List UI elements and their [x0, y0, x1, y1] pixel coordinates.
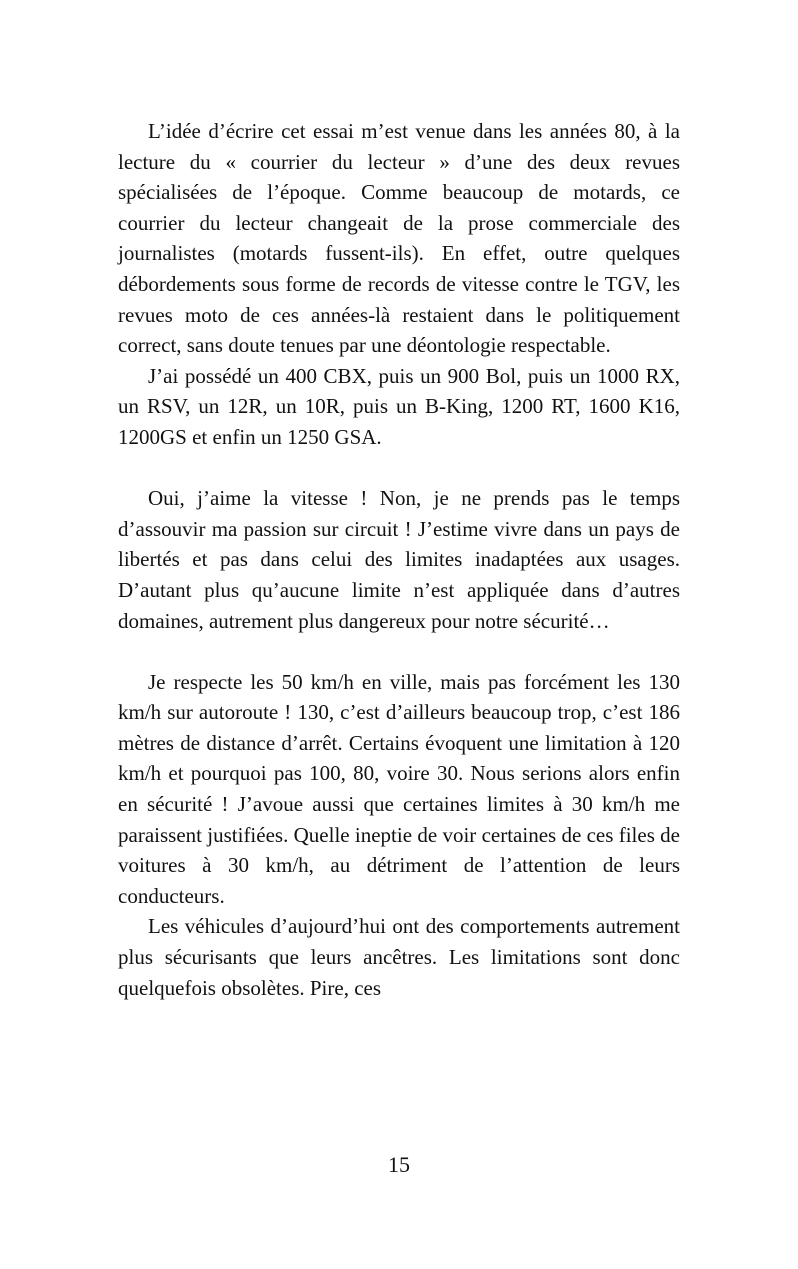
paragraph-spacer — [118, 636, 680, 667]
paragraph-2: J’ai possédé un 400 CBX, puis un 900 Bol, puis un 1000 RX, un RSV, un 12R, un 10R, puis un B-King, 1200 RT, 1600 K16, 1200GS et enfin un 1250 GSA. — [118, 363, 680, 449]
paragraph-spacer — [118, 453, 680, 484]
paragraph-4: Je respecte les 50 km/h en ville, mais pas forcément les 130 km/h sur autoroute ! 130, c’est d’ailleurs beaucoup trop, c’est 186 mètres de distance d’arrêt. Certains évoquent une limitation à 120 km/h et pourquoi pas 100, 80, voire 30. Nous serions alors enfin en sécurité ! J’avoue aussi que certaines limites à 30 km/h me paraissent justifiées. Quelle ineptie de voir certaines de ces files de voitures à 30 km/h, au détriment de l’attention de leurs conducteurs. — [118, 669, 680, 908]
paragraph-1: L’idée d’écrire cet essai m’est venue dans les années 80, à la lecture du « courrier du lecteur » d’une des deux revues spécialisées de l’époque. Comme beaucoup de motards, ce courrier du lecteur changeait de la prose commerciale des journalistes (motards fussent-ils). En effet, outre quelques débordements sous forme de records de vitesse contre le TGV, les revues moto de ces années-là restaient dans le politiquement correct, sans doute tenues par une déontologie respectable. — [118, 119, 680, 358]
body-text — [118, 116, 680, 1003]
paragraph-3: Oui, j’aime la vitesse ! Non, je ne prends pas le temps d’assouvir ma passion sur circuit ! J’estime vivre dans un pays de libertés et pas dans celui des limites inadaptées aux usages. D’autant plus qu’aucune limite n’est appliquée dans d’autres domaines, autrement plus dangereux pour notre sécurité… — [118, 486, 680, 633]
paragraph-5: Les véhicules d’aujourd’hui ont des comportements autrement plus sécurisants que leurs ancêtres. Les limitations sont donc quelquefois obsolètes. Pire, ces — [118, 914, 680, 1000]
page-number: 15 — [388, 1152, 410, 1177]
